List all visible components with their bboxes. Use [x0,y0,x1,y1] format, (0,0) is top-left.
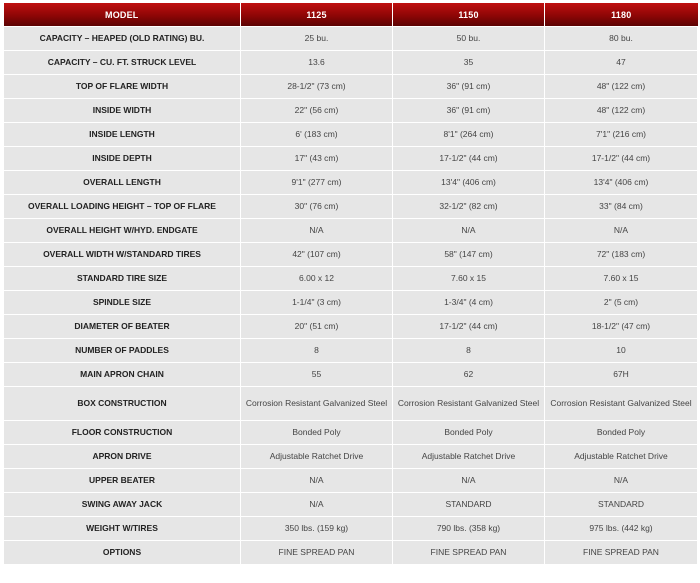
table-row [4,267,698,291]
cell-model-1150: 7.60 x 15 [393,267,545,291]
cell-model-1125: 350 lbs. (159 kg) [241,517,393,541]
cell-model-1150: 8 [393,339,545,363]
row-label: STANDARD TIRE SIZE [4,267,241,291]
header-model-1150: 1150 [393,3,545,27]
cell-model-1150: 13'4" (406 cm) [393,171,545,195]
row-label: OVERALL HEIGHT W/HYD. ENDGATE [4,219,241,243]
cell-model-1180: 80 bu. [545,27,698,51]
table-row [4,517,698,541]
table-row [4,51,698,75]
cell-model-1125: FINE SPREAD PAN [241,541,393,565]
table-row [4,75,698,99]
cell-model-1125: 8 [241,339,393,363]
cell-model-1180: 7.60 x 15 [545,267,698,291]
cell-model-1180: 72" (183 cm) [545,243,698,267]
cell-model-1180: N/A [545,469,698,493]
table-row [4,339,698,363]
cell-model-1125: 17" (43 cm) [241,147,393,171]
row-label: FLOOR CONSTRUCTION [4,421,241,445]
table-row [4,291,698,315]
row-label: INSIDE WIDTH [4,99,241,123]
spec-table-container [3,3,697,580]
cell-model-1180: FINE SPREAD PAN [545,541,698,565]
row-label: WEIGHT W/TIRES [4,517,241,541]
cell-model-1125: N/A [241,469,393,493]
cell-model-1150: 8'1" (264 cm) [393,123,545,147]
header-row [4,3,698,27]
table-row [4,243,698,267]
cell-model-1125: 9'1" (277 cm) [241,171,393,195]
cell-model-1180: 2" (5 cm) [545,291,698,315]
cell-model-1180: 17-1/2" (44 cm) [545,147,698,171]
row-label: DIAMETER OF BEATER [4,315,241,339]
cell-model-1150: N/A [393,469,545,493]
cell-model-1180: N/A [545,219,698,243]
cell-model-1125: N/A [241,493,393,517]
cell-model-1150: 790 lbs. (358 kg) [393,517,545,541]
cell-model-1150: N/A [393,219,545,243]
cell-model-1180: 48" (122 cm) [545,99,698,123]
row-label: CAPACITY – CU. FT. STRUCK LEVEL [4,51,241,75]
row-label: UPPER BEATER [4,469,241,493]
table-row [4,315,698,339]
cell-model-1125: 42" (107 cm) [241,243,393,267]
cell-model-1125: Bonded Poly [241,421,393,445]
cell-model-1150: 58" (147 cm) [393,243,545,267]
table-row [4,219,698,243]
cell-model-1180: 10 [545,339,698,363]
cell-model-1125: 25 bu. [241,27,393,51]
cell-model-1150: 32-1/2" (82 cm) [393,195,545,219]
cell-model-1180: 33" (84 cm) [545,195,698,219]
table-row [4,541,698,565]
cell-model-1180: Adjustable Ratchet Drive [545,445,698,469]
cell-model-1125: N/A [241,219,393,243]
cell-model-1180: 47 [545,51,698,75]
row-label: OPTIONS [4,541,241,565]
header-model-label: MODEL [4,3,241,27]
table-row [4,171,698,195]
cell-model-1150: 35 [393,51,545,75]
cell-model-1125: 22" (56 cm) [241,99,393,123]
cell-model-1125: 30" (76 cm) [241,195,393,219]
cell-model-1180: STANDARD [545,493,698,517]
cell-model-1150: 1-3/4" (4 cm) [393,291,545,315]
row-label: TOP OF FLARE WIDTH [4,75,241,99]
row-label: SPINDLE SIZE [4,291,241,315]
cell-model-1180: Corrosion Resistant Galvanized Steel [545,387,698,421]
cell-model-1180: 975 lbs. (442 kg) [545,517,698,541]
table-row [4,445,698,469]
row-label: INSIDE LENGTH [4,123,241,147]
header-model-1180: 1180 [545,3,698,27]
cell-model-1125: 1-1/4" (3 cm) [241,291,393,315]
cell-model-1150: Adjustable Ratchet Drive [393,445,545,469]
table-row [4,387,698,421]
row-label: OVERALL WIDTH W/STANDARD TIRES [4,243,241,267]
cell-model-1180: 48" (122 cm) [545,75,698,99]
cell-model-1150: 36" (91 cm) [393,75,545,99]
table-row [4,147,698,171]
cell-model-1150: STANDARD [393,493,545,517]
cell-model-1125: 6' (183 cm) [241,123,393,147]
row-label: MAIN APRON CHAIN [4,363,241,387]
cell-model-1125: 55 [241,363,393,387]
cell-model-1150: 36" (91 cm) [393,99,545,123]
cell-model-1125: 28-1/2" (73 cm) [241,75,393,99]
row-label: OVERALL LENGTH [4,171,241,195]
table-row [4,363,698,387]
cell-model-1150: 50 bu. [393,27,545,51]
table-row [4,123,698,147]
cell-model-1125: Corrosion Resistant Galvanized Steel [241,387,393,421]
row-label: APRON DRIVE [4,445,241,469]
cell-model-1150: FINE SPREAD PAN [393,541,545,565]
header-model-1125: 1125 [241,3,393,27]
cell-model-1180: 7'1" (216 cm) [545,123,698,147]
row-label: BOX CONSTRUCTION [4,387,241,421]
row-label: CAPACITY – HEAPED (OLD RATING) BU. [4,27,241,51]
spec-table-body [4,27,698,565]
row-label: SWING AWAY JACK [4,493,241,517]
table-row [4,493,698,517]
spec-table [3,3,698,565]
cell-model-1125: Adjustable Ratchet Drive [241,445,393,469]
cell-model-1180: 67H [545,363,698,387]
table-row [4,27,698,51]
table-row [4,195,698,219]
cell-model-1180: Bonded Poly [545,421,698,445]
cell-model-1180: 13'4" (406 cm) [545,171,698,195]
table-row [4,469,698,493]
cell-model-1150: Bonded Poly [393,421,545,445]
row-label: NUMBER OF PADDLES [4,339,241,363]
cell-model-1150: 62 [393,363,545,387]
table-row [4,99,698,123]
cell-model-1125: 13.6 [241,51,393,75]
table-row [4,421,698,445]
cell-model-1125: 6.00 x 12 [241,267,393,291]
cell-model-1150: 17-1/2" (44 cm) [393,147,545,171]
cell-model-1150: 17-1/2" (44 cm) [393,315,545,339]
row-label: INSIDE DEPTH [4,147,241,171]
cell-model-1150: Corrosion Resistant Galvanized Steel [393,387,545,421]
cell-model-1125: 20" (51 cm) [241,315,393,339]
row-label: OVERALL LOADING HEIGHT – TOP OF FLARE [4,195,241,219]
cell-model-1180: 18-1/2" (47 cm) [545,315,698,339]
